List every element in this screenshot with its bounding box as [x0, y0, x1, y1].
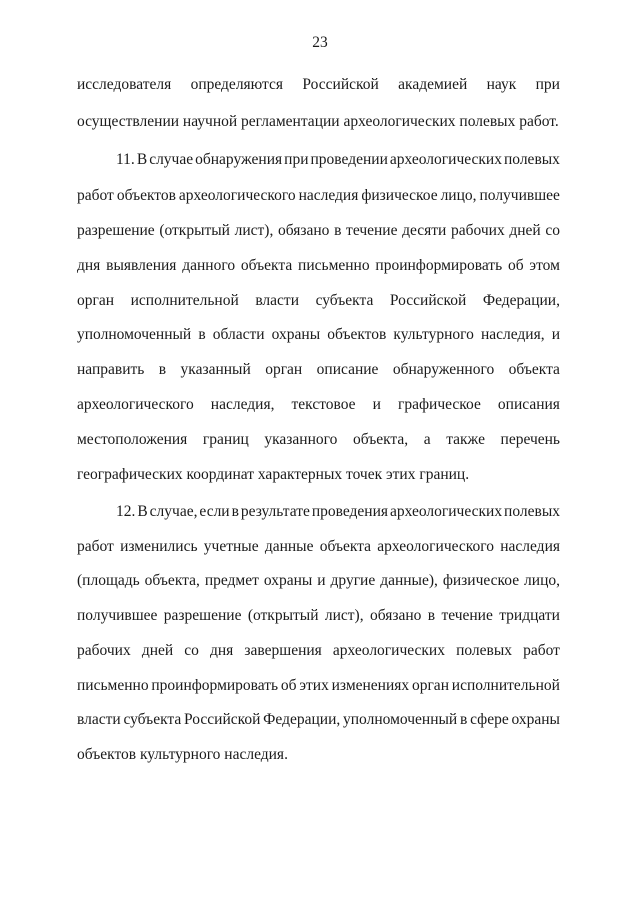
word: культурного [393, 326, 474, 343]
text-line [77, 255, 560, 277]
word: об [280, 677, 297, 694]
word: этом [529, 257, 560, 274]
word: 12. [116, 503, 136, 520]
word: разрешение [163, 607, 242, 624]
word: сфере [470, 711, 509, 728]
word: археологического [77, 396, 194, 413]
word: лицо, [524, 572, 560, 589]
text-line [77, 640, 560, 662]
word: В [137, 503, 148, 520]
text-line [77, 220, 560, 242]
word: в [460, 711, 468, 728]
text-line [77, 74, 560, 96]
word: охраны [271, 326, 321, 343]
word: разрешение [77, 222, 155, 239]
word: охраны [263, 572, 313, 589]
word: наследия, [480, 326, 545, 343]
word: объекта, [352, 431, 409, 448]
word: объекта [240, 257, 293, 274]
word: Российской [389, 292, 467, 309]
word: объекта [319, 538, 372, 555]
word: дней [509, 222, 541, 239]
word: академией [398, 76, 468, 93]
word: проинформировать [375, 257, 503, 274]
word: области [212, 326, 265, 343]
word: а [423, 431, 431, 448]
word: исследователя [77, 76, 172, 93]
word: случае [149, 151, 194, 168]
word: работ [523, 642, 560, 659]
word: описание [316, 361, 379, 378]
text-line [77, 290, 560, 312]
word: субъекта [123, 711, 182, 728]
word: Федерации, [263, 711, 341, 728]
text-line: географических координат характерных точек этих границ. [77, 466, 470, 483]
word: лист), [234, 222, 274, 239]
word: со [545, 222, 560, 239]
word: в [158, 361, 167, 378]
word: орган [77, 292, 115, 309]
word: обнаруженного [392, 361, 495, 378]
word: учетные [203, 538, 259, 555]
word: тридцати [499, 607, 560, 624]
word: проведении [310, 151, 388, 168]
word: власти [77, 711, 121, 728]
text-line [77, 359, 560, 381]
word: изменениях [331, 677, 410, 694]
word: наук [486, 76, 517, 93]
word: данные [264, 538, 314, 555]
word: уполномоченный [77, 326, 192, 343]
word: обязано [369, 607, 422, 624]
word: обнаружения [195, 151, 283, 168]
word: наследия [298, 187, 359, 204]
word: (площадь [77, 572, 140, 589]
text-line: объектов культурного наследия. [77, 746, 288, 763]
word: субъекта [315, 292, 374, 309]
text-line: осуществлении научной регламентации археологических полевых работ. [77, 113, 559, 130]
word: археологических [389, 151, 502, 168]
word: другие [330, 572, 376, 589]
word: археологических [332, 642, 445, 659]
word: объектов [327, 326, 387, 343]
word: дней [141, 642, 174, 659]
word: наследия [500, 538, 560, 555]
word: физическое [442, 572, 520, 589]
word: и [372, 396, 381, 413]
word: получившее [77, 607, 158, 624]
word: В [136, 151, 148, 168]
word: письменно [298, 257, 370, 274]
word: рабочих [450, 222, 505, 239]
word: проведения [311, 503, 389, 520]
word: объекта [508, 361, 560, 378]
text-line [77, 149, 560, 171]
word: графическое [398, 396, 481, 413]
word: археологических [390, 503, 503, 520]
text-line [77, 709, 560, 731]
word: полевых [504, 503, 560, 520]
word: письменно [77, 677, 149, 694]
word: лицо, [440, 187, 477, 204]
word: проинформировать [151, 677, 279, 694]
word: описания [497, 396, 560, 413]
word: изменились [120, 538, 198, 555]
word: предмет [204, 572, 259, 589]
word: при [284, 151, 309, 168]
word: получившее [479, 187, 560, 204]
word: этих [299, 677, 329, 694]
word: при [535, 76, 560, 93]
word: уполномоченный [343, 711, 458, 728]
page-number: 23 [312, 34, 328, 51]
word: местоположения [77, 431, 188, 448]
word: полевых [503, 151, 560, 168]
text-line [77, 570, 560, 592]
word: завершения [244, 642, 322, 659]
word: течение [441, 607, 493, 624]
word: течение [346, 222, 398, 239]
word: полевых [456, 642, 513, 659]
word: Российской [302, 76, 379, 93]
text-line [77, 429, 560, 451]
word: 11. [116, 151, 135, 168]
text-line [77, 675, 560, 697]
word: в [231, 503, 239, 520]
word: работ [77, 187, 114, 204]
word: исполнительной [130, 292, 239, 309]
word: и [551, 326, 560, 343]
word: если [199, 503, 230, 520]
word: результате [240, 503, 310, 520]
word: дня [210, 642, 234, 659]
word: Российской [184, 711, 261, 728]
word: выявления [106, 257, 177, 274]
word: со [184, 642, 199, 659]
word: объекта, [144, 572, 200, 589]
text-line [77, 536, 560, 558]
word: данного [182, 257, 236, 274]
word: власти [255, 292, 299, 309]
word: лист), [324, 607, 364, 624]
word: и [317, 572, 326, 589]
word: в [334, 222, 342, 239]
word: в [427, 607, 436, 624]
word: текстовое [291, 396, 356, 413]
word: в [198, 326, 206, 343]
word: объектов [116, 187, 176, 204]
word: работ [77, 538, 114, 555]
word: рабочих [77, 642, 131, 659]
word: определяются [190, 76, 284, 93]
word: исполнительной [451, 677, 560, 694]
word: десяти [402, 222, 447, 239]
word: охраны [511, 711, 560, 728]
word: данные), [380, 572, 438, 589]
word: направить [77, 361, 145, 378]
text-line [77, 185, 560, 207]
word: перечень [500, 431, 560, 448]
word: археологического [178, 187, 296, 204]
word: также [446, 431, 485, 448]
word: (открытый [159, 222, 230, 239]
text-line [77, 501, 560, 523]
text-line [77, 605, 560, 627]
word: случае, [149, 503, 198, 520]
word: об [507, 257, 524, 274]
text-line [77, 394, 560, 416]
word: орган [265, 361, 303, 378]
word: орган [411, 677, 449, 694]
word: указанный [180, 361, 251, 378]
word: границ [202, 431, 249, 448]
word: (открытый [247, 607, 319, 624]
word: наследия, [210, 396, 275, 413]
text-line [77, 324, 560, 346]
word: Федерации, [482, 292, 560, 309]
word: археологического [377, 538, 494, 555]
word: физическое [361, 187, 438, 204]
word: обязано [278, 222, 330, 239]
word: дня [77, 257, 101, 274]
word: указанного [264, 431, 338, 448]
